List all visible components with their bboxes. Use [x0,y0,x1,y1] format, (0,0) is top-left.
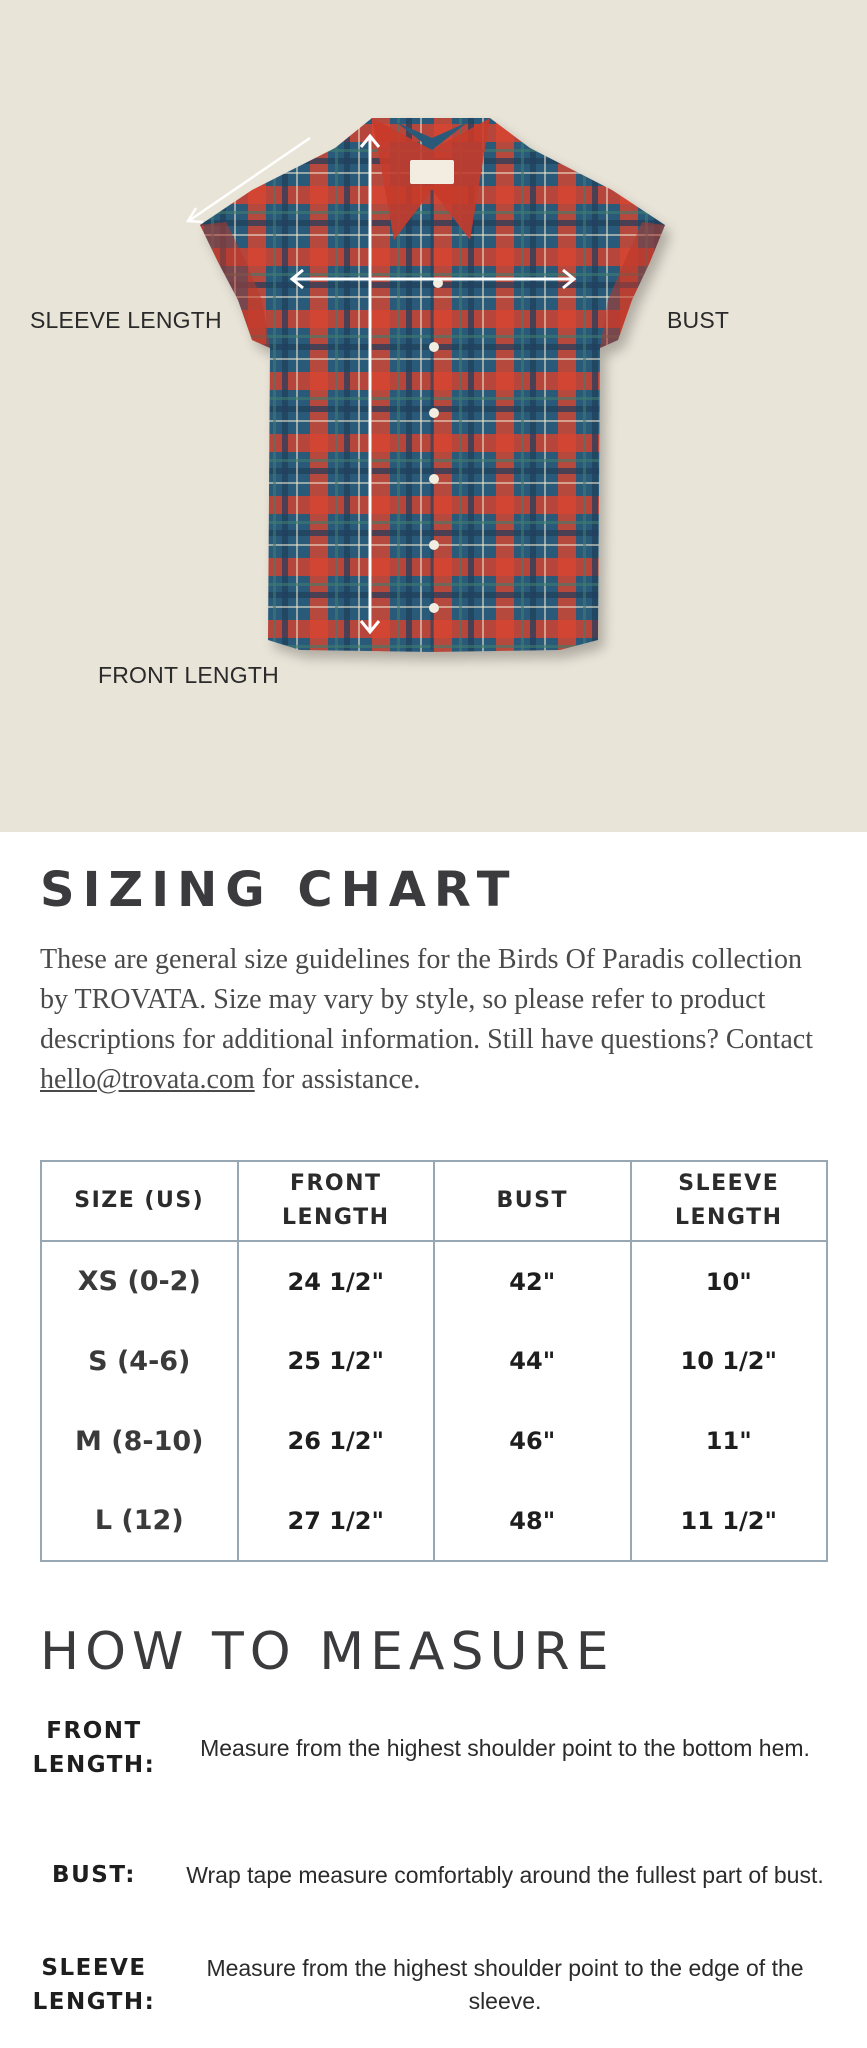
size-table [40,1160,828,1562]
front-length-label: FRONT LENGTH [98,662,279,688]
shirt-illustration [0,0,867,832]
header-front-length: FRONT LENGTH [238,1161,435,1241]
garment-diagram [0,0,867,832]
measure-label: FRONT LENGTH: [32,1718,156,1778]
sleeve-length-cell: 11 1/2" [631,1481,828,1561]
bust-cell: 42" [434,1241,631,1321]
intro-suffix: for assistance. [254,1064,421,1095]
sleeve-length-cell: 11" [631,1401,828,1481]
measure-description: Measure from the highest shoulder point to the bottom hem. [200,1734,810,1761]
header-sleeve-length: SLEEVE LENGTH [631,1161,828,1241]
how-to-measure-title: HOW TO MEASURE [40,1622,615,1682]
bust-cell: 46" [434,1401,631,1481]
intro-text: These are general size guidelines for the Birds Of Paradis collection by TROVATA. Size may vary by style, so please refer to product descriptions for additional information. Still have questions? Contact [40,944,813,1055]
front-length-cell: 27 1/2" [238,1481,435,1561]
header-size: SIZE (US) [41,1161,238,1241]
measure-description: Measure from the highest shoulder point to the edge of the sleeve. [206,1955,804,2014]
table-row [41,1481,827,1561]
sleeve-length-cell: 10 1/2" [631,1321,828,1401]
table-row [41,1401,827,1481]
measure-label: BUST: [52,1862,136,1888]
bust-label: BUST [667,307,730,333]
header-bust: BUST [434,1161,631,1241]
size-cell: L (12) [41,1481,238,1561]
measure-label: SLEEVE LENGTH: [32,1955,156,2015]
sizing-chart-title: SIZING CHART [40,862,518,918]
size-cell: XS (0-2) [41,1241,238,1321]
front-length-cell: 24 1/2" [238,1241,435,1321]
measure-item-front-length [20,1708,840,1788]
shirt-body [200,118,665,652]
table-row [41,1321,827,1401]
measure-item-sleeve-length [20,1945,840,2025]
bust-cell: 44" [434,1321,631,1401]
size-cell: S (4-6) [41,1321,238,1401]
measure-item-bust [20,1835,840,1915]
sizing-intro [40,940,830,1100]
measure-description: Wrap tape measure comfortably around the fullest part of bust. [186,1861,824,1888]
sleeve-length-cell: 10" [631,1241,828,1321]
bust-cell: 48" [434,1481,631,1561]
sleeve-length-label: SLEEVE LENGTH [30,307,222,333]
front-length-cell: 25 1/2" [238,1321,435,1401]
table-row [41,1241,827,1321]
contact-email-link[interactable]: hello@trovata.com [40,1064,255,1095]
front-length-cell: 26 1/2" [238,1401,435,1481]
table-header-row [41,1161,827,1241]
size-cell: M (8-10) [41,1401,238,1481]
